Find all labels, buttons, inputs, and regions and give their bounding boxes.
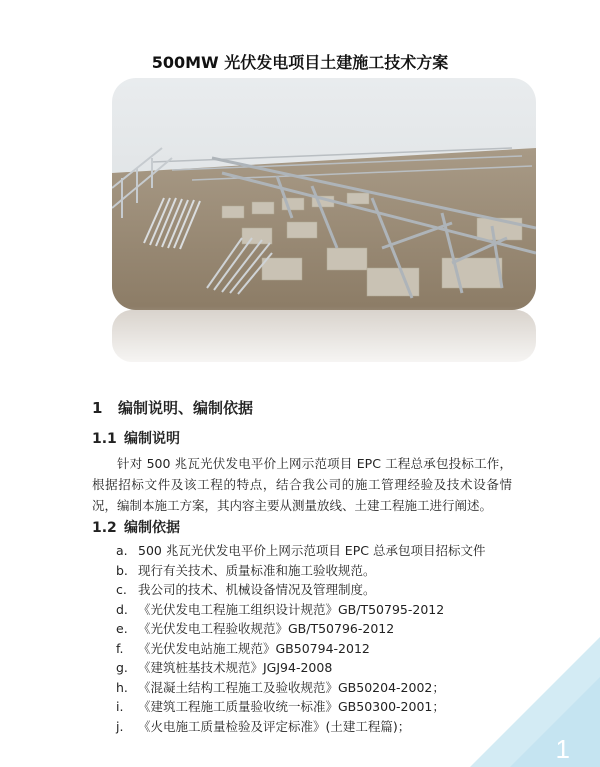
- list-letter: h.: [116, 679, 128, 695]
- list-item: [116, 619, 536, 639]
- list-text: 《建筑工程施工质量验收统一标准》GB50300-2001；: [138, 699, 445, 714]
- list-text: 《火电施工质量检验及评定标准》(土建工程篇)；: [138, 718, 411, 734]
- list-text: 我公司的技术、机械设备情况及管理制度。: [138, 582, 376, 597]
- document-title: 500MW 光伏发电项目土建施工技术方案: [151, 53, 449, 72]
- section-1-1-heading: [92, 428, 180, 448]
- solar-site-photo: [112, 78, 536, 378]
- list-letter: j.: [116, 718, 124, 734]
- list-letter: e.: [116, 621, 128, 636]
- list-text: 现行有关技术、质量标准和施工验收规范。: [138, 562, 376, 578]
- list-letter: b.: [116, 562, 128, 578]
- list-letter: a.: [116, 543, 128, 558]
- list-text: 《建筑桩基技术规范》JGJ94-2008: [138, 660, 333, 675]
- section-title: 编制说明、编制依据: [118, 399, 254, 417]
- section-title: 编制说明: [124, 431, 180, 447]
- page-number: 1: [555, 734, 570, 764]
- list-item: [116, 580, 536, 600]
- list-text: 《光伏发电工程验收规范》GB/T50796-2012: [138, 621, 395, 636]
- section-1-heading: [92, 397, 253, 418]
- list-letter: f.: [116, 640, 124, 656]
- list-item: [116, 541, 536, 561]
- section-1-2-heading: [92, 517, 180, 537]
- list-text: 《光伏发电工程施工组织设计规范》GB/T50795-2012: [138, 601, 445, 617]
- section-number: 1: [92, 399, 103, 417]
- section-title: 编制依据: [124, 520, 180, 536]
- list-letter: i.: [116, 699, 124, 714]
- page-corner-decoration: [470, 637, 600, 767]
- list-text: 500 兆瓦光伏发电平价上网示范项目 EPC 总承包项目招标文件: [138, 543, 486, 558]
- section-1-1-paragraph: 针对 500 兆瓦光伏发电平价上网示范项目 EPC 工程总承包投标工作，根据招标文件及该工程的特点，结合我公司的施工管理经验及技术设备情况，编制本施工方案，其内容主要从测量放线、土建工程施工进行阐述。: [92, 456, 512, 513]
- list-text: 《光伏发电站施工规范》GB50794-2012: [138, 640, 370, 656]
- list-letter: d.: [116, 601, 128, 617]
- list-letter: g.: [116, 660, 128, 675]
- list-item: [116, 600, 536, 620]
- list-text: 《混凝土结构工程施工及验收规范》GB50204-2002；: [138, 679, 445, 695]
- list-item: [116, 561, 536, 581]
- list-letter: c.: [116, 582, 127, 597]
- section-number: 1.2: [92, 520, 117, 536]
- section-number: 1.1: [92, 431, 117, 447]
